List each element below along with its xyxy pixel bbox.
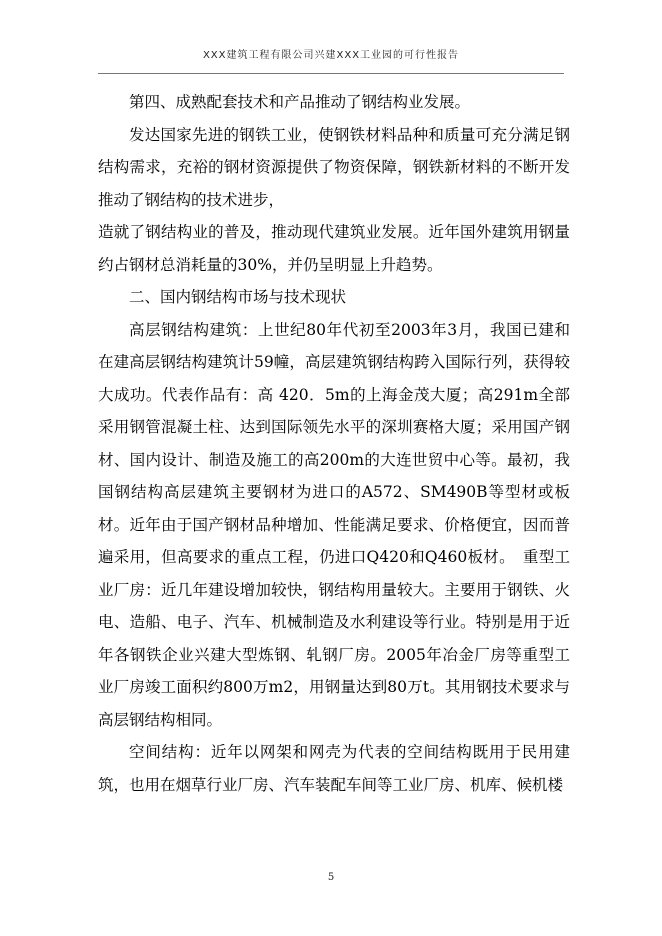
page-number: 5 (327, 872, 335, 883)
paragraph-high-rise-steel: 高层钢结构建筑：上世纪80年代初至2003年3月，我国已建和在建高层钢结构建筑计59幢，高层建筑钢结构跨入国际行列，获得较大成功。代表作品有：高 420．5m的上海金茂大厦；高291m全部采用钢管混凝土柱、达到国际领先水平的深圳赛格大厦；采用国产钢材、国内设计、制造及施工的高200m的大连世贸中心等。最初，我国钢结构高层建筑主要钢材为进口的A572、SM490B等型材或板材。近年由于国产钢材品种增加、性能满足要求、价格便宜，因而普遍采用，但高要求的重点工程，仍进口Q420和Q460板材。 重型工业厂房：近几年建设增加较快，钢结构用量较大。主要用于钢铁、火 电、造船、电子、汽车、机械制造及水利建设等行业。特别是用于近年各钢铁企业兴建大型炼钢、轧钢厂房。2005年冶金厂房等重型工业厂房竣工面积约800万m2，用钢量达到80万t。其用钢技术要求与高层钢结构相同。 (98, 320, 586, 729)
paragraph-developed-countries: 发达国家先进的钢铁工业，使钢铁材料品种和质量可充分满足钢结构需求，充裕的钢材资源提供了物资保障，钢铁新材料的不断开发推动了钢结构的技术进步， (98, 125, 570, 209)
page-header: XXX建筑工程有限公司兴建XXX工业园的可行性报告 (202, 50, 460, 61)
header-rule (98, 73, 564, 74)
paragraph-section-four-heading: 第四、成熟配套技术和产品推动了钢结构业发展。 (129, 93, 471, 111)
paragraph-spatial-structure: 空间结构：近年以网架和网壳为代表的空间结构既用于民用建筑，也用在烟草行业厂房、汽车装配车间等工业厂房、机库、候机楼 (98, 743, 570, 794)
document-body (98, 86, 586, 801)
paragraph-steel-usage: 造就了钢结构业的普及，推动现代建筑业发展。近年国外建筑用钢量约占钢材总消耗量的30%，并仍呈明显上升趋势。 (98, 223, 570, 274)
section-heading-domestic-market: 二、国内钢结构市场与技术现状 (129, 288, 347, 306)
